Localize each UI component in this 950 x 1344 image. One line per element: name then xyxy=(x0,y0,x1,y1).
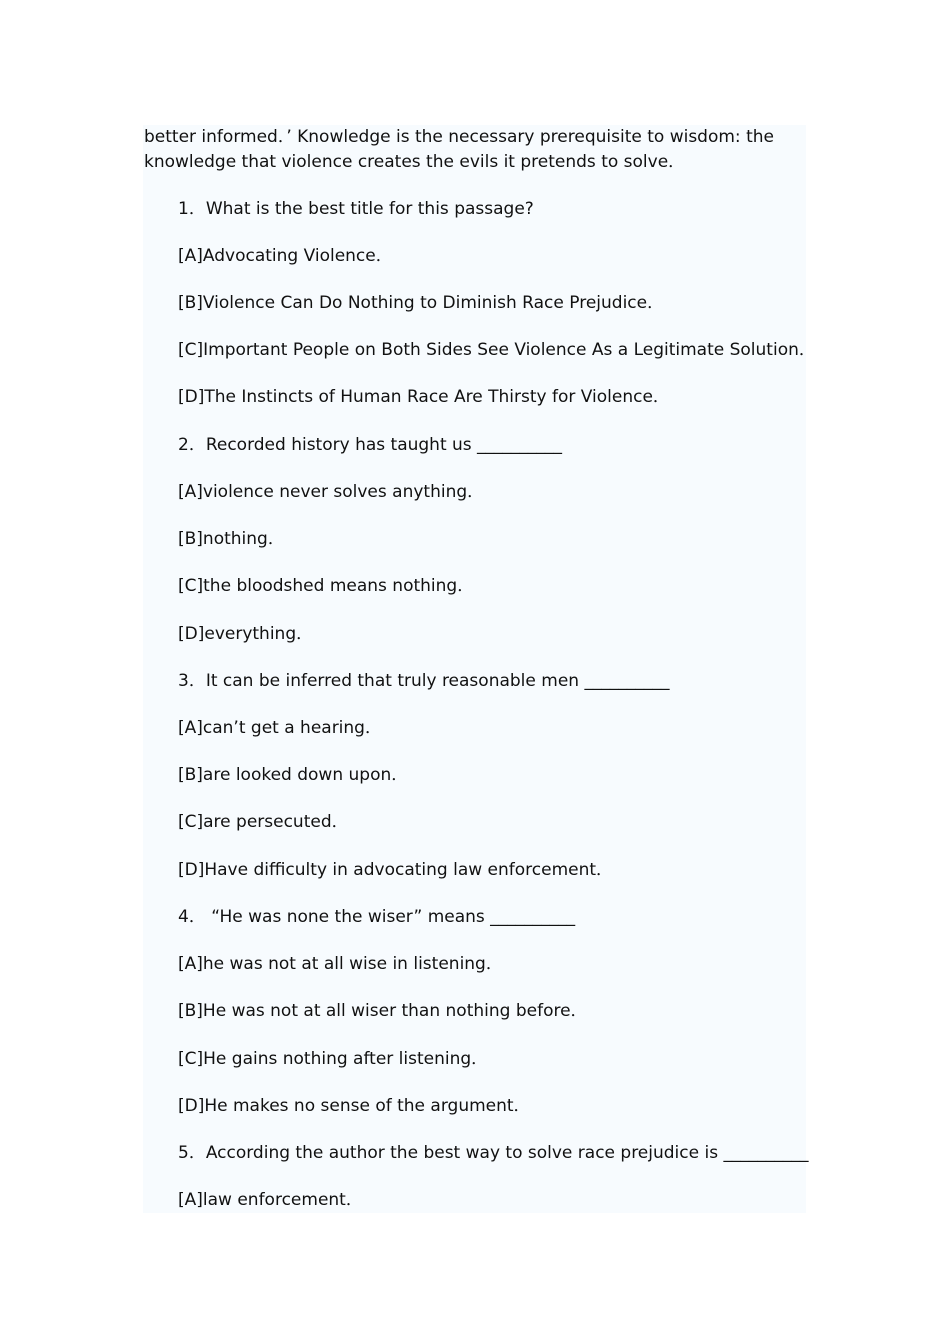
passage-line-1: better informed．’ Knowledge is the necessary prerequisite to wisdom: the xyxy=(144,127,774,147)
question-4-option-d: [D]He makes no sense of the argument． xyxy=(178,1096,531,1116)
passage-text xyxy=(144,125,794,175)
question-3-option-d: [D]Have difficulty in advocating law enforcement． xyxy=(178,860,614,880)
question-2-option-c: [C]the bloodshed means nothing． xyxy=(178,576,475,596)
question-1-option-a: [A]Advocating Violence． xyxy=(178,246,393,266)
question-1-option-d: [D]The Instincts of Human Race Are Thirsty for Violence． xyxy=(178,387,670,407)
question-2-option-b: [B]nothing． xyxy=(178,529,285,549)
question-3-option-b: [B]are looked down upon． xyxy=(178,765,409,785)
question-4: 4． “He was none the wiser” means __________ xyxy=(178,907,576,927)
question-2: 2．Recorded history has taught us __________ xyxy=(178,435,563,455)
question-2-option-a: [A]violence never solves anything． xyxy=(178,482,485,502)
passage-line-2: knowledge that violence creates the evils it pretends to solve． xyxy=(144,152,686,172)
question-3-option-c: [C]are persecuted． xyxy=(178,812,349,832)
question-3: 3．It can be inferred that truly reasonable men __________ xyxy=(178,671,670,691)
question-4-option-a: [A]he was not at all wise in listening． xyxy=(178,954,503,974)
question-1-option-c: [C]Important People on Both Sides See Violence As a Legitimate Solution． xyxy=(178,340,816,360)
question-1-option-b: [B]Violence Can Do Nothing to Diminish Race Prejudice． xyxy=(178,293,665,313)
question-4-option-c: [C]He gains nothing after listening． xyxy=(178,1049,489,1069)
question-1: 1．What is the best title for this passage? xyxy=(178,199,534,219)
question-4-option-b: [B]He was not at all wiser than nothing before． xyxy=(178,1001,588,1021)
question-3-option-a: [A]can’t get a hearing． xyxy=(178,718,382,738)
question-5: 5．According the author the best way to solve race prejudice is __________ xyxy=(178,1143,809,1163)
question-5-option-a: [A]law enforcement． xyxy=(178,1190,363,1210)
question-2-option-d: [D]everything． xyxy=(178,624,314,644)
